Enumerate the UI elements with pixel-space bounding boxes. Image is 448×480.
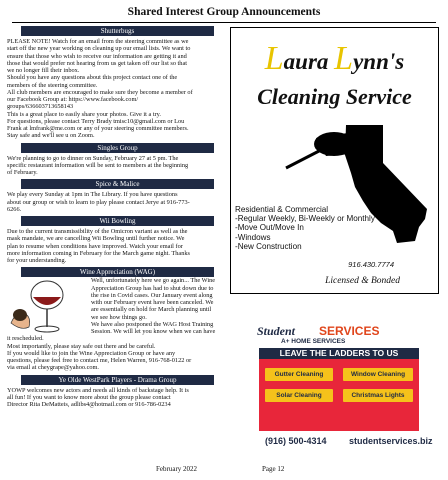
text-line: Should you have any questions about this project contact one of the: [7, 74, 178, 82]
text-line: Frank at lmfrank@me.com or any of your steering committee members.: [7, 125, 189, 132]
wag-body: [7, 277, 228, 371]
text-line: we see how things go.: [91, 313, 147, 321]
text-line: about our group or wish to learn to play please contact Jerye at 916-773-: [7, 198, 190, 206]
ad-tagline: Licensed & Bonded: [325, 276, 400, 286]
wii-body: [7, 228, 228, 264]
shutterbugs-body: [7, 38, 228, 140]
text-line: via email at cheygrape@yahoo.com.: [7, 364, 99, 372]
text-line: We play every Sunday at 1pm in The Library. If you have questions: [7, 191, 178, 199]
service-pill: Gutter Cleaning: [265, 368, 333, 381]
text-line: with our February event have been canceled. We: [91, 299, 214, 306]
text-line: we no longer fill their inbox.: [7, 67, 80, 74]
ad-list-item: -New Construction: [235, 241, 302, 251]
text-line: PLEASE NOTE! Watch for an email from the steering committee as we: [7, 38, 189, 45]
text-line: start off the new year working on cleaning up our email lists. We want to: [7, 45, 191, 53]
text-line: all fun! If you want to know more about the group please contact: [7, 393, 171, 401]
ad2-subhead: A+ HOME SERVICES: [281, 338, 346, 345]
ad2-brand-student: Student: [257, 324, 296, 338]
text-line: Session. We will let you know when we can have: [91, 328, 216, 335]
text-line: 6266.: [7, 205, 22, 213]
wag-rest-text: [7, 335, 228, 371]
text-line: If you would like to join the Wine Appreciation Group or have any: [7, 349, 176, 357]
text-line: This is a great place to easily share your photos. Give it a try.: [7, 110, 161, 118]
text-line: groups/636603713658143: [7, 103, 74, 111]
page-title: Shared Interest Group Announcements: [127, 6, 321, 18]
ad2-board: [259, 348, 419, 431]
text-line: it rescheduled.: [7, 335, 44, 343]
singles-body: [7, 155, 228, 177]
ad-service-name: Cleaning Service: [257, 84, 412, 109]
text-line: Due to the current transmissibility of the Omicron variant as well as the: [7, 228, 188, 235]
text-line: more information coming in February for the March game night. Thanks: [7, 249, 190, 257]
text-line: are essentially on hold for March planning until: [91, 306, 212, 314]
wag-side-text: [91, 277, 228, 335]
text-line: We have also postponed the WAG Host Training: [91, 320, 214, 328]
text-line: We're planning to go to dinner on Sunday, February 27 at 5 pm. The: [7, 154, 179, 162]
text-line: ensure that those who wish to receive our information are getting it and: [7, 52, 187, 60]
ad-service-list: [235, 205, 375, 251]
text-line: questions, please feel free to contact me, Helen Warren, 916-768-0122 or: [7, 357, 192, 364]
ad2-website: studentservices.biz: [349, 436, 433, 446]
text-line: those that would prefer not hearing from us get taken off our list so that: [7, 59, 188, 67]
text-line: specific restaurant information will be sent to members at the beginning: [7, 161, 189, 169]
student-services-ad: [257, 322, 433, 462]
wii-heading: Wii Bowling: [21, 216, 214, 226]
shutterbugs-heading: Shutterbugs: [21, 26, 214, 36]
service-pill: Solar Cleaning: [265, 389, 333, 402]
ad2-brand-services: SERVICES: [319, 324, 380, 338]
ad-list-item: -Regular Weekly, Bi-Weekly or Monthly: [235, 214, 375, 224]
ad2-banner: LEAVE THE LADDERS TO US: [259, 348, 419, 359]
service-pill: Window Cleaning: [343, 368, 413, 381]
ad-brand-name: Laura Lynn's: [264, 40, 405, 77]
text-line: for your understanding.: [7, 257, 67, 264]
text-line: our Facebook Group at: https://www.facebook.com/: [7, 96, 139, 103]
text-line: plan to resume when conditions have improved. Watch your email for: [7, 242, 183, 250]
ad-phone: 916.430.7774: [348, 260, 394, 269]
title-rule: [12, 22, 436, 23]
players-body: [7, 387, 228, 409]
text-line: Most importantly, please stay safe out there and be careful.: [7, 342, 156, 350]
ad-list-item: -Windows: [235, 232, 271, 242]
wine-glass-icon: [7, 279, 77, 339]
text-line: the rise in Covid cases. Our January event along: [91, 291, 213, 299]
text-line: For questions, please contact Terry Brady tmisc10@gmail.com or Lou: [7, 117, 185, 125]
wag-heading: Wine Appreciation (WAG): [21, 267, 214, 277]
ad2-header: [257, 322, 419, 344]
text-line: All club members are encouraged to make sure they become a member of: [7, 88, 193, 96]
text-line: Well, unfortunately here we go again... The Wine: [91, 277, 216, 285]
ad2-footer: [257, 436, 433, 452]
text-line: of February.: [7, 169, 38, 176]
singles-heading: Singles Group: [21, 143, 214, 153]
announcements-column: [7, 26, 228, 411]
text-line: members of the steering committee.: [7, 81, 98, 89]
footer-date: February 2022: [156, 465, 198, 473]
players-heading: Ye Olde WestPark Players - Drama Group: [21, 375, 214, 385]
ad2-phone: (916) 500-4314: [265, 436, 327, 446]
laura-lynns-ad: [230, 27, 439, 294]
spice-heading: Spice & Malice: [21, 179, 214, 189]
text-line: Director Rita DeMatteis, adlibs4@hotmail.com or 916-786-0234: [7, 401, 171, 408]
text-line: YOWP welcomes new actors and needs all kinds of backstage help. It is: [7, 386, 189, 394]
text-line: mask mandate, we are cancelling Wii Bowling until further notice. We: [7, 235, 185, 243]
ad-list-item: Residential & Commercial: [235, 205, 329, 214]
service-pill: Christmas Lights: [343, 389, 413, 402]
spice-body: [7, 191, 228, 213]
footer-page: Page 12: [262, 465, 285, 473]
ad-list-item: -Move Out/Move In: [235, 223, 304, 233]
text-line: Appreciation Group has had to shut down due to: [91, 284, 214, 292]
text-line: Stay safe and we'll see u on Zoom.: [7, 132, 95, 140]
